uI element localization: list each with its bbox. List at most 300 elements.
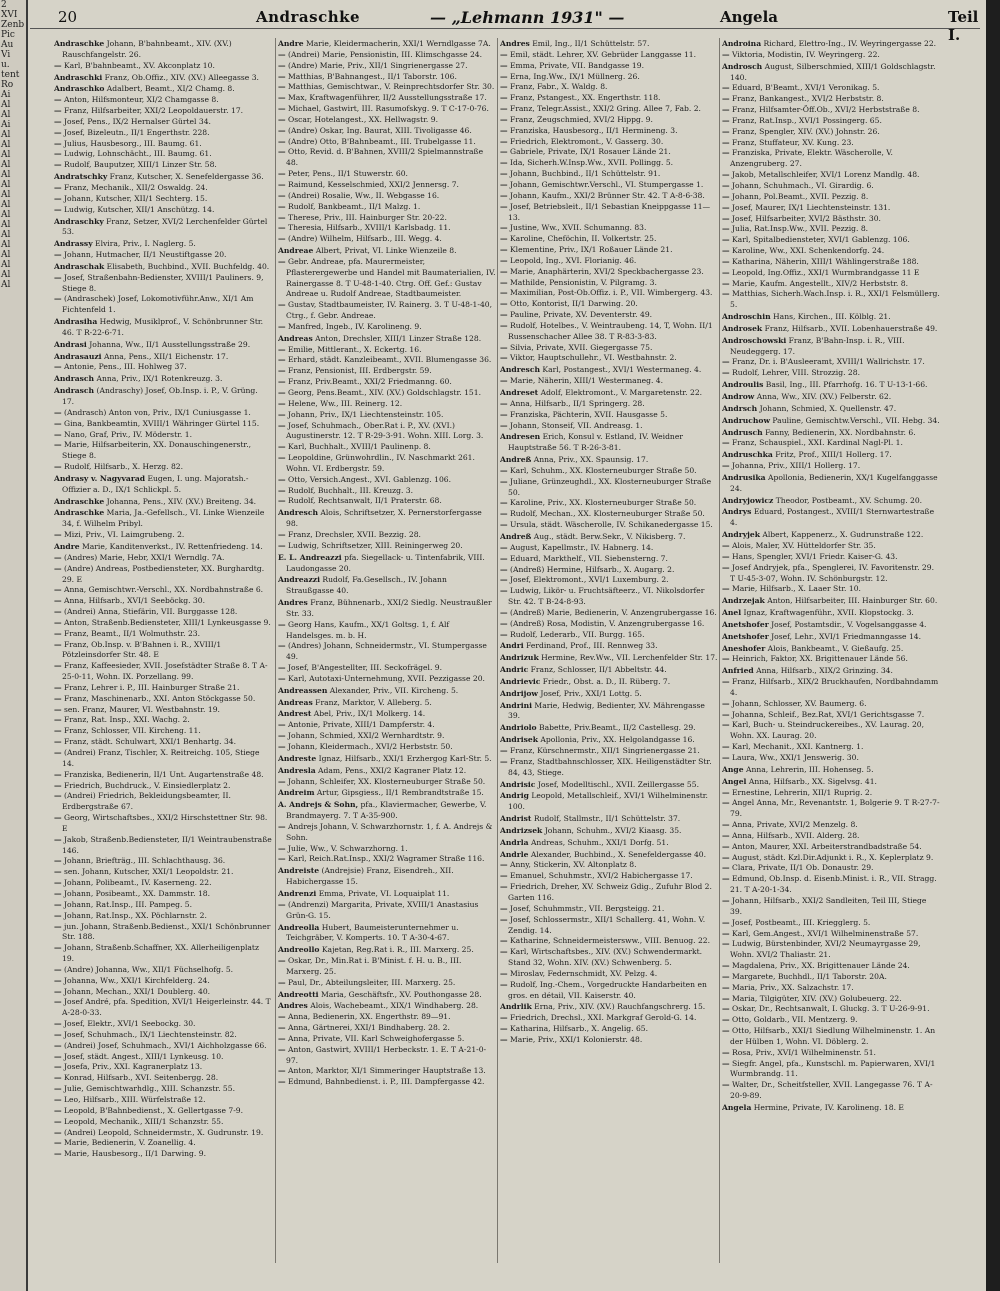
entry-surname: —	[54, 1084, 62, 1094]
entry-details: Josef, Schlossermstr., XII/1 Schallerg. 41, Wohn. V. Zendig. 14.	[507, 914, 706, 935]
entry-details: Erhard, städt. Kanzleibeamt., XVII. Blumengasse 36.	[285, 355, 492, 365]
entry-details: Marie, Anaphärterin, XVI/2 Speckbachergasse 23.	[507, 266, 704, 276]
strip-fragment: Ai	[1, 90, 11, 100]
entry-surname: —	[722, 461, 730, 471]
entry-surname: —	[54, 160, 62, 170]
directory-entry	[54, 976, 272, 987]
entry-details: Franz, Zeugschmied, XVI/2 Hippg. 9.	[507, 114, 653, 124]
entry-surname: Andreim	[278, 788, 315, 798]
entry-surname: —	[722, 917, 730, 927]
entry-details: Marie, Näherin, XIII/1 Westermaneg. 4.	[507, 376, 664, 386]
entry-surname: —	[54, 867, 62, 877]
entry-details: Karl, Autotaxi-Unternehmung, XVII. Pezzigasse 20.	[285, 673, 485, 683]
entry-surname: —	[500, 476, 508, 486]
entry-surname: —	[722, 278, 730, 288]
entry-details: Franz, Drechsler, XVII. Bezzig. 28.	[285, 529, 421, 539]
entry-surname: —	[278, 843, 286, 853]
entry-details: Alexander, Buchbind., X. Senefeldergasse 40.	[528, 849, 707, 859]
directory-entry	[54, 997, 272, 1019]
entry-surname: —	[54, 1149, 62, 1159]
entry-surname: —	[500, 575, 508, 585]
directory-entry	[722, 1059, 940, 1081]
entry-surname: Androsch	[722, 61, 763, 71]
entry-surname: E. L. Andreazzi	[278, 552, 342, 562]
entry-details: Andreas, Schuhm., XXI/1 Dorfg. 51.	[528, 837, 669, 847]
directory-entry	[500, 234, 718, 245]
entry-surname: Andrys	[722, 507, 752, 517]
entry-surname: Andruschka	[722, 450, 773, 460]
entry-surname: —	[500, 125, 508, 135]
directory-entry	[278, 475, 496, 486]
entry-surname: —	[500, 245, 508, 255]
entry-surname: —	[54, 737, 62, 747]
entry-surname: —	[500, 169, 508, 179]
directory-entry	[54, 1106, 272, 1117]
entry-details: Franz, Rat. Insp., XXI. Wachg. 2.	[61, 715, 190, 725]
entry-details: Johann, Rat.Insp., III. Pampeg. 5.	[61, 899, 193, 909]
entry-details: Karl, Mechanit., XXI. Kantnerg. 1.	[729, 742, 864, 752]
directory-entry	[500, 814, 718, 825]
entry-surname: Angela	[722, 1103, 752, 1112]
entry-details: Hedwig, Musiklprof., V. Schönbrunner Str. 46. T R-22-6-71.	[62, 317, 264, 337]
entry-surname: —	[54, 693, 62, 703]
entry-surname: —	[278, 956, 286, 966]
entry-surname: Androschowski	[722, 335, 787, 345]
entry-surname: Andrijow	[500, 688, 538, 698]
directory-entry	[54, 149, 272, 160]
entry-surname: Andrasiha	[54, 317, 98, 327]
entry-details: Alois, Bankbeamt., V. Gießaufg. 25.	[765, 643, 904, 653]
entry-surname: —	[722, 202, 730, 212]
directory-entry	[278, 355, 496, 366]
entry-details: (Andre) Wilhelm, Hilfsarb., III. Wegg. 4.	[285, 234, 442, 244]
directory-entry	[722, 368, 940, 379]
entry-details: Emma, Private, VII. Bandgasse 19.	[507, 60, 645, 70]
entry-details: Jakob, Straßenb.Bediensteter, II/1 Weintraubenstraße 146.	[61, 834, 272, 855]
directory-entry	[722, 654, 940, 665]
entry-details: Anna, Hilfsarb., XIX/2 Grinzing. 34.	[753, 666, 893, 676]
strip-fragment: Al	[1, 170, 11, 180]
entry-details: Johanna, Ww., II/1 Ausstellungsstraße 29.	[86, 339, 251, 349]
directory-entry	[500, 915, 718, 937]
directory-entry	[722, 939, 940, 961]
entry-details: Miroslav, Federnschmidt, XV. Pelzg. 4.	[507, 968, 658, 978]
entry-details: Ludwig, Likör- u. Fruchtsäfteerz., VI. Nikolsdorfer Str. 42. T B-24-8-93.	[507, 586, 705, 607]
entry-surname: —	[722, 438, 730, 448]
entry-details: Johann, Schlosser, XV. Baumerg. 6.	[729, 698, 867, 708]
entry-surname: —	[722, 191, 730, 201]
directory-entry	[54, 987, 272, 998]
entry-details: Alois, Maler, XV. Hütteldorfer Str. 35.	[729, 540, 876, 550]
entry-details: Theresia, Hilfsarb., XVIII/1 Karlsbadg. 11.	[285, 223, 451, 233]
entry-surname: —	[54, 813, 62, 823]
entry-surname: Andreste	[278, 753, 317, 763]
directory-entry	[278, 788, 496, 799]
entry-details: (Andre) Marie, Priv., XII/1 Singrienergasse 27.	[285, 60, 468, 70]
entry-surname: —	[278, 190, 286, 200]
entry-surname: —	[54, 628, 62, 638]
entry-details: August, Kapellmstr., IV. Habnerg. 14.	[507, 542, 654, 552]
entry-surname: —	[500, 93, 508, 103]
directory-entry	[722, 753, 940, 764]
directory-entry	[722, 438, 940, 449]
directory-entry	[722, 994, 940, 1005]
entry-details: Karl, Buchhalt., XVIII/1 Paulinenp. 8.	[285, 442, 431, 452]
entry-details: Leopold, Ing.Offiz., XXI/1 Wurmbrandgasse 11 E	[729, 267, 920, 277]
strip-fragment: Ro	[1, 80, 14, 90]
entry-details: Maria, Ja.-Gefellsch., VI. Linke Wienzeile 34, f. Wilhelm Pribyl.	[62, 508, 265, 529]
entry-details: Johann, Straßenb.Schaffner, XX. Allerheiligenplatz 19.	[61, 943, 259, 964]
entry-surname: —	[500, 299, 508, 309]
directory-entry	[278, 620, 496, 642]
entry-surname: —	[722, 841, 730, 851]
directory-entry	[500, 278, 718, 289]
entry-details: Katharina, Näherin, XIII/1 Wählingerstraße 188.	[729, 256, 919, 266]
directory-entry	[722, 127, 940, 138]
entry-details: Hermine, Rev.Ww., VII. Lerchenfelder Str. 17.	[538, 653, 718, 663]
directory-entry	[54, 1030, 272, 1041]
entry-surname: —	[500, 277, 508, 287]
directory-entry	[500, 838, 718, 849]
directory-entry	[722, 831, 940, 842]
entry-surname: —	[278, 1012, 286, 1022]
directory-entry	[500, 39, 718, 50]
directory-entry	[722, 1080, 940, 1102]
directory-entry	[278, 1077, 496, 1088]
entry-surname: —	[500, 353, 508, 363]
entry-details: Marie, Kaufm. Angestellt., XIV/2 Herbststr. 8.	[729, 278, 909, 288]
directory-entry	[500, 310, 718, 321]
entry-surname: Aneshofer	[722, 643, 766, 653]
entry-surname: —	[54, 856, 62, 866]
entry-surname: Andres	[278, 1001, 308, 1011]
entry-surname: —	[722, 246, 730, 256]
directory-entry	[500, 126, 718, 137]
entry-details: Emil, städt. Lehrer, XV. Gebrüder Langgasse 11.	[507, 49, 697, 59]
directory-entry	[278, 844, 496, 855]
entry-surname: —	[54, 462, 62, 472]
directory-entry	[278, 104, 496, 115]
entry-surname: Andriolo	[500, 723, 537, 733]
directory-entry	[500, 72, 718, 83]
entry-details: Otto, Hilfsarb., XXI/1 Siedlung Wilhelminenstr. 1. An der Hülben 1, Wohn. VI. Döblerg. 2.	[729, 1026, 936, 1046]
entry-surname: —	[278, 344, 286, 354]
entry-details: Maria, Tilgigüter, XIV. (XV.) Golubeuerg. 22.	[729, 993, 902, 1003]
entry-surname: Andrle	[500, 849, 529, 859]
entry-details: Johann, Schmied, XXI/2 Wernhardtstr. 9.	[285, 731, 445, 741]
directory-entry	[500, 432, 718, 454]
directory-entry	[500, 509, 718, 520]
entry-surname: —	[54, 1105, 62, 1115]
entry-surname: Andreazzi	[278, 575, 320, 585]
directory-entry	[500, 158, 718, 169]
entry-details: Otto, Revid. d. B'Bahnen, XVIII/2 Spielmannstraße 48.	[285, 147, 484, 168]
entry-details: Josef, Schuhmmstr., VII. Bergsteigg. 21.	[507, 903, 665, 913]
entry-surname: Andratschky	[54, 172, 108, 182]
entry-surname: —	[278, 731, 286, 741]
directory-entry	[54, 1062, 272, 1073]
strip-fragment: Al	[1, 240, 11, 250]
entry-surname: —	[54, 418, 62, 428]
entry-surname: —	[722, 562, 730, 572]
strip-fragment: Al	[1, 200, 11, 210]
entry-surname: —	[500, 190, 508, 200]
entry-details: Franziska, Pächterin, XVII. Hausgasse 5.	[507, 409, 668, 419]
entry-details: Josef, Schuhmach., Ober.Rat i. P., XV. (XVI.) Augustinerstr. 12. T R-29-3-91. Wohn. XIII. Lorg. 3.	[285, 420, 484, 441]
directory-entry	[500, 665, 718, 676]
directory-entry	[54, 419, 272, 430]
entry-details: Marie, Bedienerin, V. Zoanellig. 4.	[61, 1138, 196, 1148]
entry-surname: —	[500, 914, 508, 924]
directory-entry	[278, 50, 496, 61]
entry-surname: Andrizsek	[500, 825, 543, 835]
entry-surname: —	[278, 377, 286, 387]
column-divider	[275, 38, 276, 1263]
directory-entry	[722, 461, 940, 472]
entry-surname: —	[54, 294, 62, 304]
entry-details: Rudolf, Ing.-Chem., Vorgedruckte Handarbeiten en gros. en détail, VII. Kaiserstr. 40.	[507, 979, 707, 1000]
directory-entry	[278, 234, 496, 245]
entry-details: Rudolf, Rechtsanwalt, II/1 Praterstr. 68.	[285, 496, 442, 506]
entry-details: Artur, Gipsgiess., II/1 Rembrandtstraße 15.	[314, 788, 484, 798]
directory-entry	[278, 345, 496, 356]
directory-entry	[500, 619, 718, 630]
entry-surname: —	[722, 49, 730, 59]
entry-surname: —	[54, 1138, 62, 1148]
entry-details: Emma, Private, VI. Loquaiplat 11.	[316, 888, 450, 898]
entry-details: Maria, Priv., XX. Salzachstr. 17.	[729, 982, 854, 992]
directory-entry	[500, 980, 718, 1002]
entry-surname: —	[54, 964, 62, 974]
entry-surname: Anetshofer	[722, 631, 769, 641]
entry-details: Erna, Ing.Ww., IX/1 Müllnerg. 26.	[507, 71, 640, 81]
entry-details: Friedrich, Elektromont., V. Gasserg. 30.	[507, 136, 664, 146]
directory-entry	[54, 205, 272, 216]
entry-surname: —	[722, 256, 730, 266]
directory-entry	[500, 267, 718, 278]
entry-surname: —	[54, 1051, 62, 1061]
directory-entry	[54, 1138, 272, 1149]
entry-surname: —	[278, 321, 286, 331]
entry-details: Heinrich, Faktor, XX. Brigittenauer Lände 56.	[729, 654, 908, 664]
strip-fragment: Al	[1, 250, 11, 260]
entry-details: Franz, Telegr.Assist., XXI/2 Gring. Allee 7, Fab. 2.	[507, 104, 701, 114]
entry-details: Maria, Geschäftsfr., XV. Pouthongasse 28.	[318, 989, 482, 999]
entry-surname: —	[54, 95, 62, 105]
entry-surname: Andrsch	[722, 403, 758, 413]
entry-surname: —	[278, 1044, 286, 1054]
directory-entry	[500, 61, 718, 72]
directory-entry	[278, 115, 496, 126]
directory-entry	[278, 598, 496, 620]
entry-surname: Andraschke	[54, 496, 105, 506]
entry-surname: —	[278, 388, 286, 397]
entry-surname: —	[278, 1033, 286, 1043]
entry-details: (Andreß) Hermine, Hilfsarb., X. Augarg. 2.	[507, 564, 675, 574]
strip-fragment: Al	[1, 100, 11, 110]
directory-entry	[500, 1035, 718, 1046]
directory-entry	[722, 428, 940, 439]
entry-details: Katharina, Hilfsarb., X. Angelig. 65.	[507, 1024, 649, 1034]
entry-surname: —	[278, 821, 286, 831]
directory-entry	[54, 84, 272, 95]
entry-details: Oscar, Hotelangest., XX. Hellwagstr. 9.	[285, 114, 438, 124]
directory-entry	[500, 532, 718, 543]
entry-details: Franz, Hilfsarb., XIX/2 Bruckhaufen, Nordbahndamm 4.	[729, 677, 939, 697]
entry-surname: —	[722, 1058, 730, 1068]
entry-surname: —	[278, 223, 286, 233]
entry-details: Eduard, Markthelf., VII. Siebensterng. 7.	[507, 553, 668, 563]
directory-entry	[278, 766, 496, 777]
entry-details: Marie, Hilfsarb., X. Laaer Str. 10.	[729, 584, 861, 594]
entry-surname: —	[722, 720, 730, 730]
entry-surname: —	[500, 1034, 508, 1044]
directory-entry	[54, 294, 272, 316]
entry-details: Johann, Priv., IX/1 Liechtensteinstr. 105.	[285, 409, 444, 419]
entry-details: Karl, Schuhm., XX. Klosterneuburger Straße 50.	[507, 465, 697, 475]
directory-entry	[722, 312, 940, 323]
directory-entry	[722, 584, 940, 595]
entry-details: Rudolf, Hilfsarb., X. Herzg. 82.	[61, 462, 184, 472]
entry-details: Karl, Reich.Rat.Insp., XXI/2 Wagramer Straße 116.	[285, 854, 485, 864]
entry-details: (Andrasch) Anton von, Priv., IX/1 Cuniusgasse 1.	[61, 407, 251, 417]
strip-fragment: Vi	[1, 50, 11, 60]
entry-surname: —	[54, 127, 62, 137]
entry-surname: —	[722, 115, 730, 125]
entry-details: Theodor, Postbeamt., XV. Schumg. 20.	[773, 495, 923, 505]
entry-details: Anton, Gastwirt, XVIII/1 Herbeckstr. 1. E. T A-21-0-97.	[285, 1044, 487, 1065]
entry-details: (Andrei) Franz, Tischler, X. Reitreichg. 105, Stiege 14.	[61, 748, 260, 768]
entry-details: Josef, Postamtsdir., V. Vogelsanggasse 4.	[768, 619, 927, 629]
entry-surname: —	[500, 342, 508, 352]
directory-entry	[54, 553, 272, 564]
entry-details: Leopoldine, Grünwohrdlin., IV. Naschmarkt 261. Wohn. VI. Erdbergstr. 59.	[285, 453, 475, 473]
entry-surname: —	[278, 673, 286, 683]
entry-details: Aug., städt. Berw.Sekr., V. Nikisberg. 7.	[531, 531, 686, 541]
entry-surname: Andresch	[278, 508, 318, 518]
entry-surname: —	[278, 82, 286, 92]
entry-details: Hans, Kirchen., III. Kölblg. 21.	[770, 312, 891, 322]
entry-details: (Andrei) Marie, Pensionistin, III. Klimschgasse 24.	[285, 49, 483, 59]
entry-surname: —	[500, 201, 508, 211]
directory-entry	[722, 473, 940, 495]
directory-entry	[722, 39, 940, 50]
entry-details: Fanny, Bedienerin, XX. Nordbahnstr. 6.	[762, 427, 916, 437]
directory-entry	[54, 867, 272, 878]
entry-surname: —	[278, 742, 286, 751]
entry-details: Albert, Kappenerz., X. Gudrunstraße 122.	[759, 530, 924, 540]
entry-surname: Androsek	[722, 323, 763, 333]
directory-entry	[500, 376, 718, 387]
directory-entry	[500, 520, 718, 531]
entry-surname: —	[54, 1040, 62, 1050]
entry-details: Alexander, Priv., VII. Kircheng. 5.	[327, 685, 459, 695]
directory-entry	[54, 737, 272, 748]
entry-details: Viktor, Hauptschullehr., VI. Westbahnstr. 2.	[507, 353, 677, 363]
directory-entry	[722, 336, 940, 358]
entry-surname: Andrusch	[722, 427, 763, 437]
column-divider	[719, 38, 720, 1263]
entry-details: Antonie, Pens., III. Hohlweg 37.	[61, 362, 187, 372]
directory-entry	[722, 181, 940, 192]
entry-surname: —	[278, 977, 286, 987]
entry-details: Josef, Modelltischl., XVII. Zeillergasse 55.	[535, 779, 700, 789]
strip-fragment: Al	[1, 150, 11, 160]
entry-details: Basil, Ing., III. Pfarrhofg. 16. T U-13-1-66.	[763, 380, 928, 390]
entry-surname: Andrisek	[500, 735, 538, 745]
directory-entry	[722, 148, 940, 170]
entry-details: Gabriele, Private, IX/1 Rosauer Lände 21.	[507, 147, 671, 157]
strip-fragment: Ai	[1, 120, 11, 130]
directory-entry	[278, 854, 496, 865]
directory-entry	[278, 366, 496, 377]
entry-details: Leopold, Mechanik., XIII/1 Schanzstr. 55.	[61, 1116, 224, 1126]
directory-entry	[54, 856, 272, 867]
directory-entry	[54, 878, 272, 889]
entry-surname: —	[278, 201, 286, 211]
entry-surname: —	[500, 82, 508, 92]
entry-details: Katharine, Schneidermeistersww., VIII. Benuog. 22.	[507, 936, 711, 946]
entry-details: Karoline, Cheföchin, II. Volkertstr. 25.	[507, 234, 657, 244]
entry-details: Rudolf, Mechan., XX. Klosterneuburger Straße 50.	[507, 509, 705, 519]
directory-entry	[278, 61, 496, 72]
entry-surname: Andryjek	[722, 530, 760, 540]
entry-details: Hubert, Baumeisterunternehmer u. Teichgräber, V. Komperts. 10. T A-30-4-67.	[286, 922, 459, 943]
entry-details: Josef, B'Angestellter, III. Seckofrägel. 9.	[285, 663, 443, 673]
entry-details: Konrad, Hilfsarb., XVI. Seitenbergg. 28.	[61, 1073, 219, 1083]
directory-entry	[500, 466, 718, 477]
entry-details: Ursula, städt. Wäscherolle, IV. Schikanedergasse 15.	[507, 520, 713, 530]
entry-surname: —	[722, 235, 730, 245]
directory-entry	[54, 1128, 272, 1139]
directory-entry	[722, 279, 940, 290]
entry-surname: —	[500, 979, 508, 989]
entry-surname: —	[54, 888, 62, 898]
entry-surname: —	[54, 1062, 62, 1072]
entry-details: Johann, Schuhmach., VI. Girardig. 6.	[729, 180, 874, 190]
entry-surname: —	[722, 83, 730, 93]
entry-details: Anna, Private, VII. Karl Schweighofergasse 5.	[285, 1033, 465, 1043]
directory-entry	[722, 392, 940, 403]
entry-details: Rudolf, Bankbeamt., II/1 Malzg. 1.	[285, 201, 421, 211]
entry-details: Franz, Pensionist, III. Erdbergstr. 59.	[285, 366, 432, 376]
entry-details: Adolf, Elektromont., V. Margaretenstr. 22.	[538, 388, 703, 397]
entry-surname: Andrizuk	[500, 653, 539, 663]
entry-details: Anna, Hilfsarb., XVII. Alderg. 28.	[729, 830, 860, 840]
directory-entry	[722, 961, 940, 972]
directory-entry	[54, 726, 272, 737]
entry-surname: —	[54, 563, 62, 573]
entry-surname: —	[278, 212, 286, 222]
directory-entry	[722, 170, 940, 181]
entry-surname: —	[722, 170, 730, 180]
entry-surname: —	[500, 104, 508, 114]
entry-surname: Andrasy v. Nagyvarad	[54, 473, 146, 483]
entry-details: Julie, Ww., V. Schwarzhorng. 1.	[285, 843, 408, 853]
directory-entry	[278, 191, 496, 202]
entry-surname: —	[722, 289, 730, 299]
directory-entry	[500, 399, 718, 410]
entry-details: Johann, Kaufm., XXI/2 Brünner Str. 42. T A-8-6-38.	[507, 190, 705, 200]
directory-entry	[500, 575, 718, 586]
entry-surname: —	[722, 105, 730, 115]
entry-surname: —	[722, 982, 730, 992]
entry-details: Otto, Goldarb., VII. Mentzerg. 9.	[729, 1015, 858, 1025]
entry-surname: —	[278, 442, 286, 452]
entry-surname: Andreas	[278, 697, 313, 707]
directory-entry	[54, 1019, 272, 1030]
entry-details: Friedrich, Drechsl., XXI. Markgraf Gerold-G. 14.	[507, 1013, 697, 1023]
